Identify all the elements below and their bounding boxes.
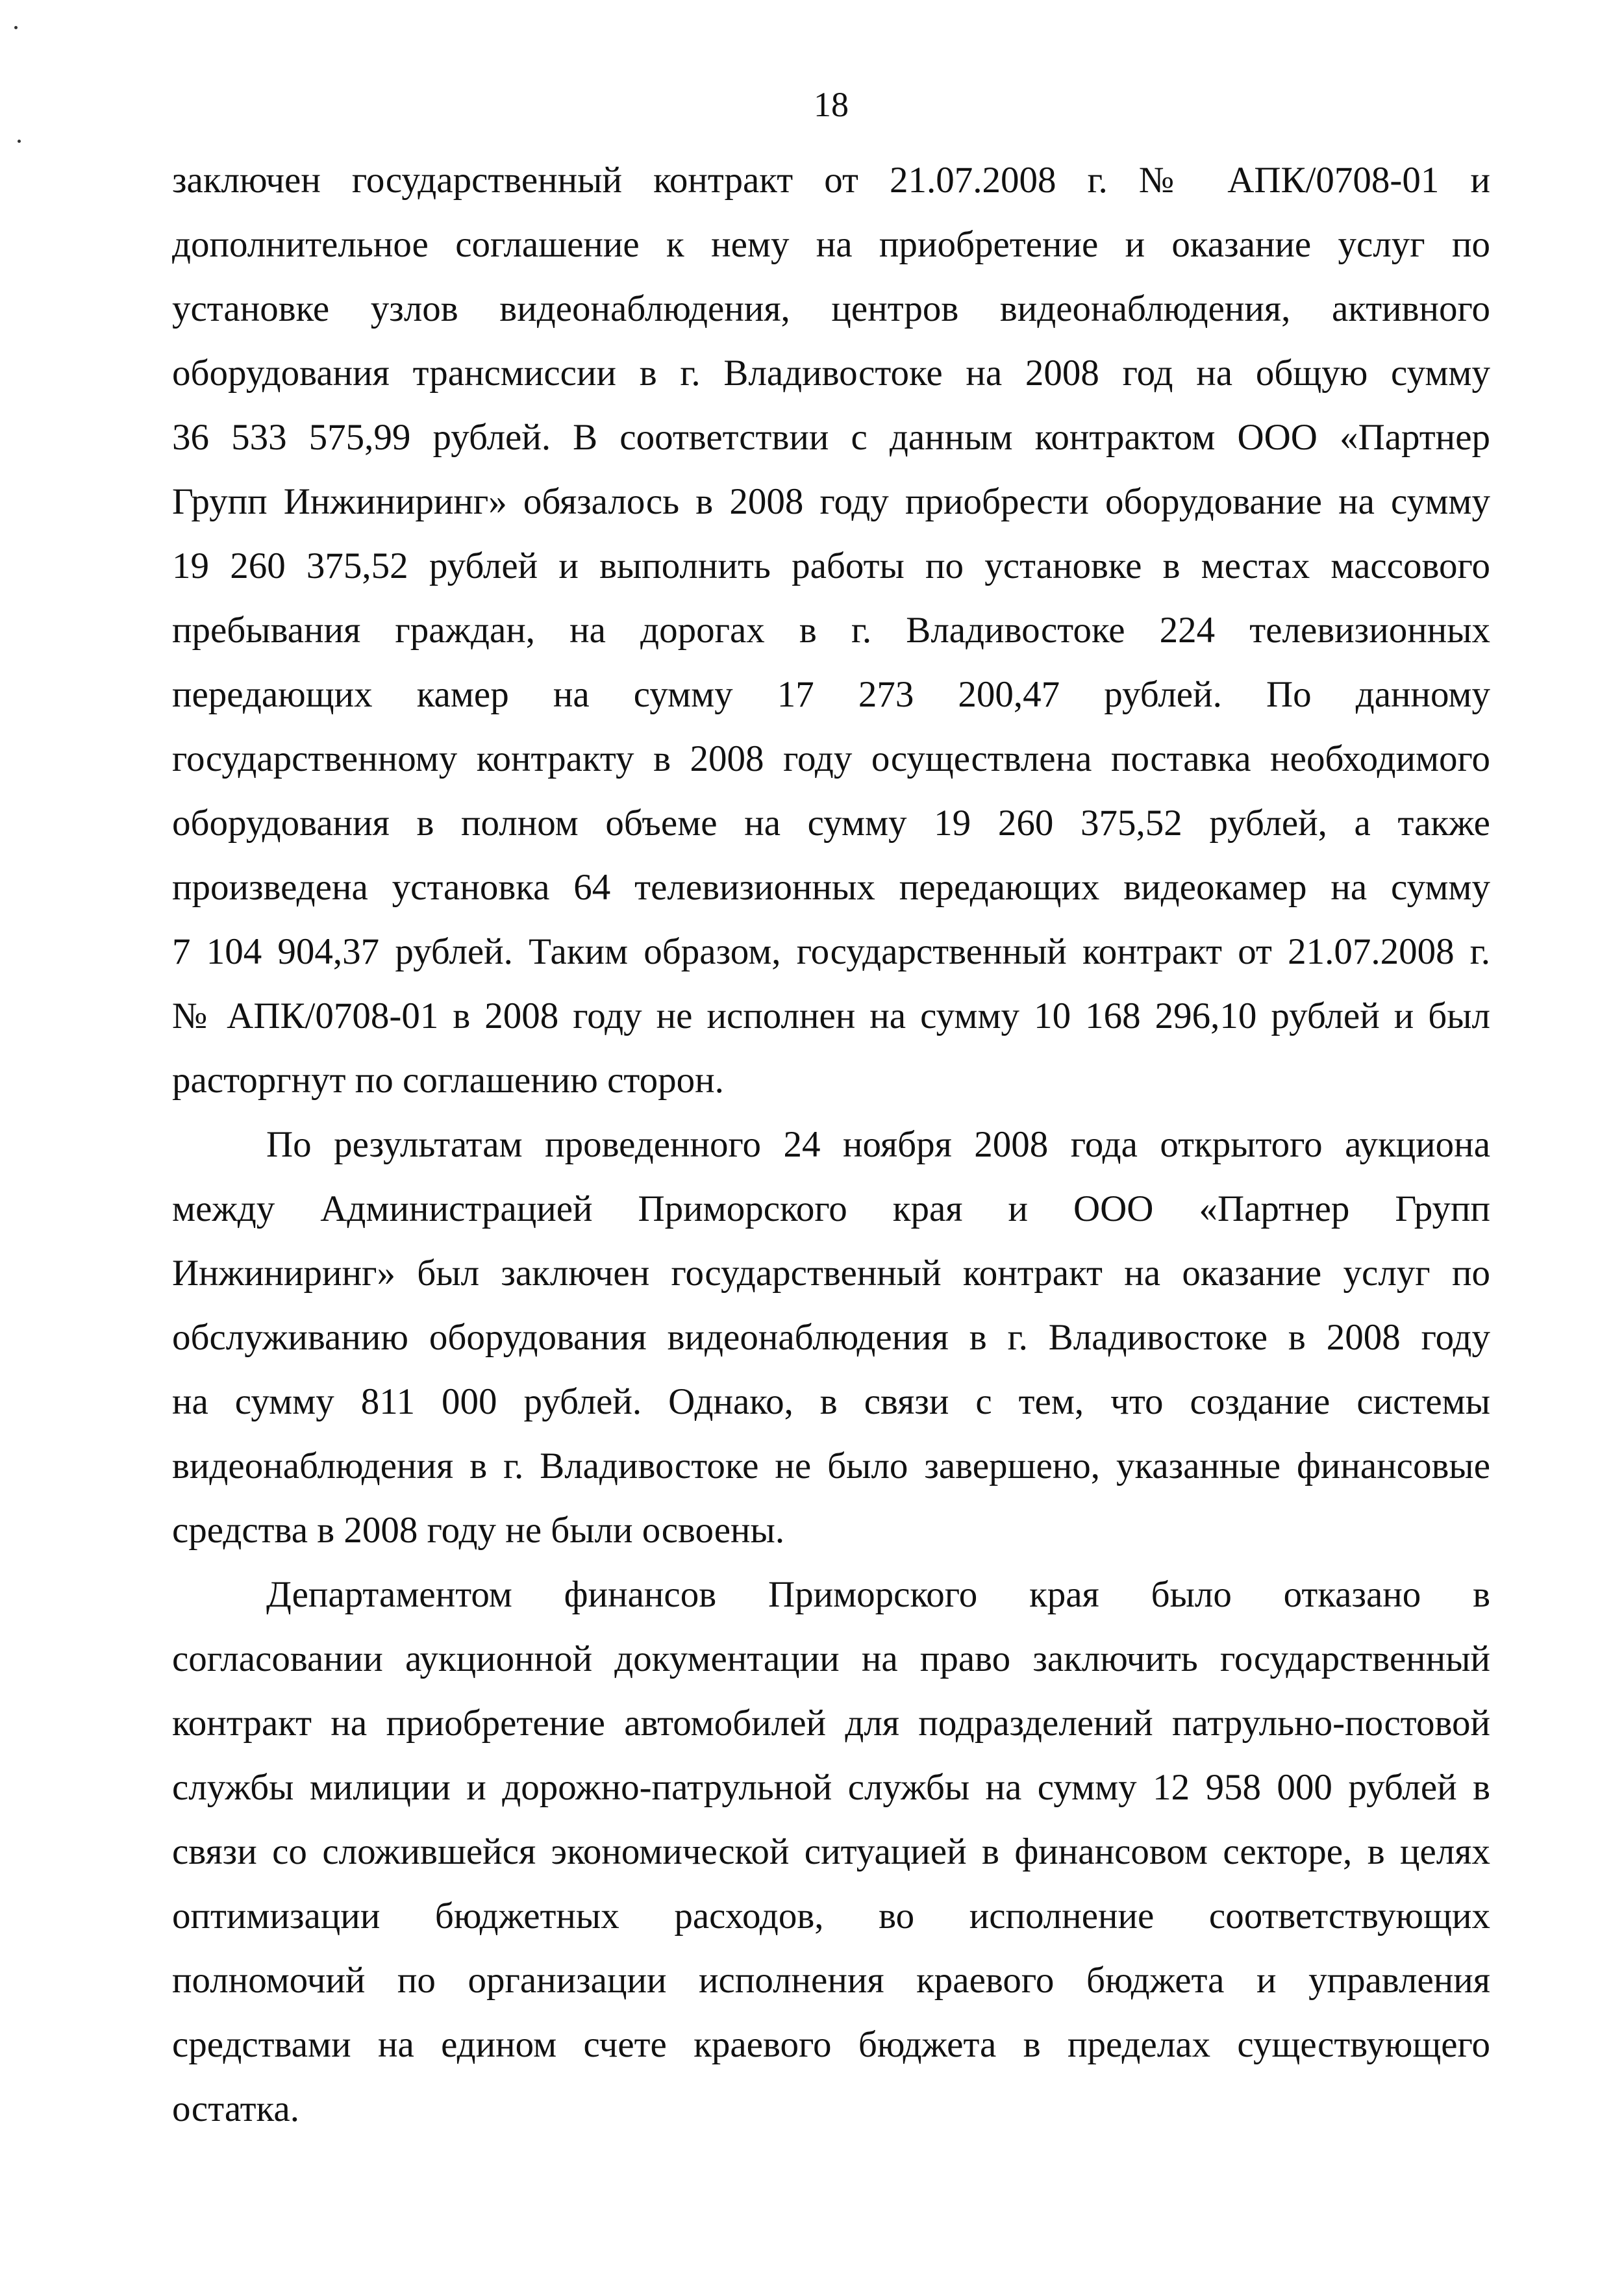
text-line: Групп Инжиниринг» обязалось в 2008 году приобрести оборудование на сумму bbox=[172, 481, 1490, 522]
text-line: Департаментом финансов Приморского края было отказано в bbox=[266, 1574, 1490, 1615]
scan-artifact-dot bbox=[14, 26, 18, 29]
text-line: По результатам проведенного 24 ноября 2008 года открытого аукциона bbox=[266, 1124, 1490, 1165]
text-line: оборудования трансмиссии в г. Владивостоке на 2008 год на общую сумму bbox=[172, 353, 1490, 394]
text-line: 36 533 575,99 рублей. В соответствии с данным контрактом ООО «Партнер bbox=[172, 417, 1490, 458]
text-line: установке узлов видеонаблюдения, центров видеонаблюдения, активного bbox=[172, 288, 1490, 329]
text-line: оборудования в полном объеме на сумму 19 260 375,52 рублей, а также bbox=[172, 803, 1490, 844]
paragraph bbox=[172, 1112, 1490, 1562]
text-line: Инжиниринг» был заключен государственный контракт на оказание услуг по bbox=[172, 1253, 1490, 1294]
scan-artifact-dot bbox=[18, 140, 21, 143]
text-line: средства в 2008 году не были освоены. bbox=[172, 1510, 785, 1551]
text-line: службы милиции и дорожно-патрульной службы на сумму 12 958 000 рублей в bbox=[172, 1767, 1490, 1808]
text-line: пребывания граждан, на дорогах в г. Владивостоке 224 телевизионных bbox=[172, 610, 1490, 651]
text-line: государственному контракту в 2008 году осуществлена поставка необходимого bbox=[172, 738, 1490, 779]
text-line: на сумму 811 000 рублей. Однако, в связи с тем, что создание системы bbox=[172, 1381, 1490, 1422]
text-line: контракт на приобретение автомобилей для подразделений патрульно-постовой bbox=[172, 1703, 1490, 1744]
paragraph bbox=[172, 1562, 1490, 2141]
text-line: 19 260 375,52 рублей и выполнить работы по установке в местах массового bbox=[172, 545, 1490, 586]
text-line: обслуживанию оборудования видеонаблюдения в г. Владивостоке в 2008 году bbox=[172, 1317, 1490, 1358]
text-line: оптимизации бюджетных расходов, во исполнение соответствующих bbox=[172, 1896, 1490, 1936]
text-line: № АПК/0708-01 в 2008 году не исполнен на сумму 10 168 296,10 рублей и был bbox=[172, 996, 1490, 1036]
text-line: средствами на едином счете краевого бюджета в пределах существующего bbox=[172, 2024, 1490, 2065]
page-number: 18 bbox=[814, 85, 849, 124]
paragraph bbox=[172, 148, 1490, 1112]
text-line: согласовании аукционной документации на право заключить государственный bbox=[172, 1638, 1490, 1679]
text-line: полномочий по организации исполнения краевого бюджета и управления bbox=[172, 1960, 1490, 2001]
text-line: дополнительное соглашение к нему на приобретение и оказание услуг по bbox=[172, 224, 1490, 265]
text-line: остатка. bbox=[172, 2088, 299, 2129]
text-line: расторгнут по соглашению сторон. bbox=[172, 1060, 724, 1101]
text-line: передающих камер на сумму 17 273 200,47 рублей. По данному bbox=[172, 674, 1490, 715]
text-line: связи со сложившейся экономической ситуацией в финансовом секторе, в целях bbox=[172, 1831, 1490, 1872]
text-line: видеонаблюдения в г. Владивостоке не было завершено, указанные финансовые bbox=[172, 1446, 1490, 1486]
text-line: произведена установка 64 телевизионных передающих видеокамер на сумму bbox=[172, 867, 1490, 908]
text-line: 7 104 904,37 рублей. Таким образом, государственный контракт от 21.07.2008 г. bbox=[172, 931, 1490, 972]
text-line: заключен государственный контракт от 21.07.2008 г. № АПК/0708-01 и bbox=[172, 160, 1490, 201]
text-line: между Администрацией Приморского края и ООО «Партнер Групп bbox=[172, 1188, 1490, 1229]
document-body bbox=[172, 148, 1490, 2141]
